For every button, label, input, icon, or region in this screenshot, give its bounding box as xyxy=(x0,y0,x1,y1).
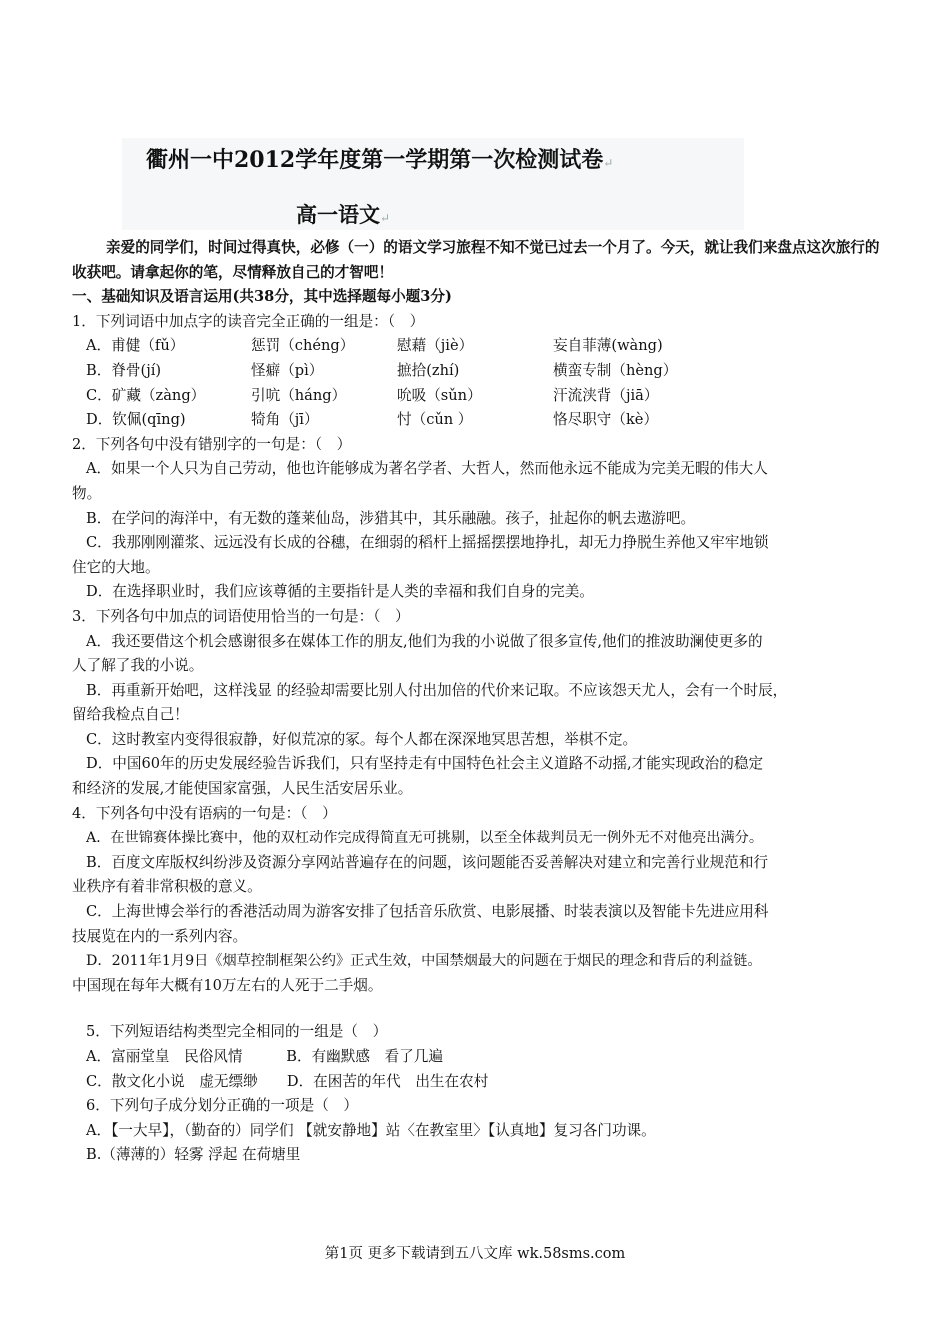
question-1-option-b xyxy=(72,359,887,384)
question-5-options-ab: A．富丽堂皇 民俗风情 B．有幽默感 看了几遍 xyxy=(86,1048,443,1065)
question-6-option-b: B.（薄薄的）轻雾 浮起 在荷塘里 xyxy=(86,1146,301,1164)
question-2-option-c-cont: 住它的大地。 xyxy=(72,558,160,576)
question-4-option-b: B．百度文库版权纠纷涉及资源分享网站普遍存在的问题，该问题能否妥善解决对建立和完善行业规范和行 xyxy=(86,853,769,871)
exam-subtitle xyxy=(296,199,390,229)
intro-paragraph: 亲爱的同学们，时间过得真快，必修（一）的语文学习旅程不知不觉已过去一个月了。今天，就让我们来盘点这次旅行的收获吧。请拿起你的笔，尽情释放自己的才智吧！ xyxy=(72,239,880,281)
question-3-option-b: B．再重新开始吧，这样浅显 的经验却需要比别人付出加倍的代价来记取。不应该怨天尤人，会有一个时辰， xyxy=(86,681,788,699)
question-5-stem: 5．下列短语结构类型完全相同的一组是（ ） xyxy=(86,1023,388,1041)
question-3-option-a-cont: 人了解了我的小说。 xyxy=(72,657,204,675)
question-1-option-c xyxy=(72,384,887,409)
question-1-stem: 1．下列词语中加点字的读音完全正确的一组是：（ ） xyxy=(72,312,425,330)
question-5-options-cd: C．散文化小说 虚无缥缈 D．在困苦的年代 出生在农村 xyxy=(86,1072,489,1090)
option-cell: A．甫健（fǔ） xyxy=(86,337,185,355)
question-2-option-b: B．在学问的海洋中，有无数的蓬莱仙岛，涉猎其中，其乐融融。孩子，扯起你的帆去遨游吧。 xyxy=(86,509,696,527)
option-cell: 恪尽职守（kè） xyxy=(553,411,659,429)
question-4-option-b-cont: 业秩序有着非常积极的意义。 xyxy=(72,878,262,896)
question-1-option-a xyxy=(72,334,887,359)
option-cell: C．矿藏（zàng） xyxy=(86,386,206,404)
question-2-option-d: D．在选择职业时，我们应该尊循的主要指针是人类的幸福和我们自身的完美。 xyxy=(86,583,594,601)
question-1-option-d xyxy=(72,408,887,433)
question-6-stem: 6．下列句子成分划分正确的一项是（ ） xyxy=(86,1097,358,1115)
question-4-stem: 4．下列各句中没有语病的一句是：（ ） xyxy=(72,804,337,822)
option-cell: 吮吸（sǔn） xyxy=(397,386,482,404)
question-2-option-c: C．我那刚刚灌浆、远远没有长成的谷穗，在细弱的稻杆上摇摇摆摆地挣扎，却无力挣脱生养他又牢牢地锁 xyxy=(86,534,769,552)
return-mark: ↵ xyxy=(603,156,614,170)
question-3-option-b-cont: 留给我检点自己！ xyxy=(72,706,189,724)
question-2-option-a-cont: 物。 xyxy=(72,484,102,502)
question-3-option-c: C．这时教室内变得很寂静，好似荒凉的冢。每个人都在深深地冥思苦想，举棋不定。 xyxy=(86,730,638,748)
question-2-option-a: A．如果一个人只为自己劳动，他也许能够成为著名学者、大哲人，然而他永远不能成为完美无暇的伟大人 xyxy=(86,460,768,478)
option-cell: 犄角（jī） xyxy=(251,411,319,429)
option-cell: 忖（cǔn ） xyxy=(397,411,473,429)
question-3-stem: 3．下列各句中加点的词语使用恰当的一句是：（ ） xyxy=(72,607,410,625)
option-cell: 横蛮专制（hèng） xyxy=(553,361,678,379)
question-4-option-c: C．上海世博会举行的香港活动周为游客安排了包括音乐欣赏、电影展播、时装表演以及智能卡先进应用科 xyxy=(86,903,769,921)
spacer xyxy=(72,998,887,1020)
page-footer: 第1页 更多下载请到五八文库 wk.58sms.com xyxy=(324,1246,626,1262)
option-cell: 怪癖（pì） xyxy=(251,361,324,379)
question-3-option-d-cont: 和经济的发展,才能使国家富强，人民生活安居乐业。 xyxy=(72,780,413,798)
exam-title xyxy=(146,143,613,174)
option-cell: D．钦佩(qīng) xyxy=(86,411,186,429)
option-cell: 妄自菲薄(wàng) xyxy=(553,337,663,355)
exam-title-text: 衢州一中2012学年度第一学期第一次检测试卷 xyxy=(146,147,604,173)
section-heading: 一、基础知识及语言运用(共38分，其中选择题每小题3分) xyxy=(72,288,452,306)
exam-content xyxy=(72,236,887,1168)
question-4-option-d-cont: 中国现在每年大概有10万左右的人死于二手烟。 xyxy=(72,976,383,994)
option-cell: 慰藉（jiè） xyxy=(397,337,474,355)
question-4-option-c-cont: 技展览在内的一系列内容。 xyxy=(72,927,248,945)
question-6-option-a: A．【一大早】，（勤奋的）同学们 【就安静地】站〈在教室里〉【认真地】复习各门功课。 xyxy=(86,1121,656,1139)
question-4-option-a: A．在世锦赛体操比赛中，他的双杠动作完成得简直无可挑剔，以至全体裁判员无一例外无不对他亮出满分。 xyxy=(86,830,764,847)
return-mark: ↵ xyxy=(380,211,391,225)
option-cell: 惩罚（chéng） xyxy=(251,337,355,355)
option-cell: 引吭（háng） xyxy=(251,386,347,404)
question-3-option-a: A．我还要借这个机会感谢很多在媒体工作的朋友,他们为我的小说做了很多宣传,他们的推波助澜使更多的 xyxy=(86,632,763,650)
exam-subtitle-text: 高一语文 xyxy=(296,202,380,227)
option-cell: 汗流浃背（jiā） xyxy=(553,386,659,404)
option-cell: B．脊骨(jí) xyxy=(86,361,162,379)
option-cell: 摭拾(zhí) xyxy=(397,361,460,379)
question-4-option-d: D．2011年1月9日《烟草控制框架公约》正式生效，中国禁烟最大的问题在于烟民的理念和背后的利益链。 xyxy=(86,953,762,970)
question-3-option-d: D．中国60年的历史发展经验告诉我们，只有坚持走有中国特色社会主义道路不动摇,才能实现政治的稳定 xyxy=(86,755,764,773)
question-2-stem: 2．下列各句中没有错别字的一句是：（ ） xyxy=(72,435,352,453)
